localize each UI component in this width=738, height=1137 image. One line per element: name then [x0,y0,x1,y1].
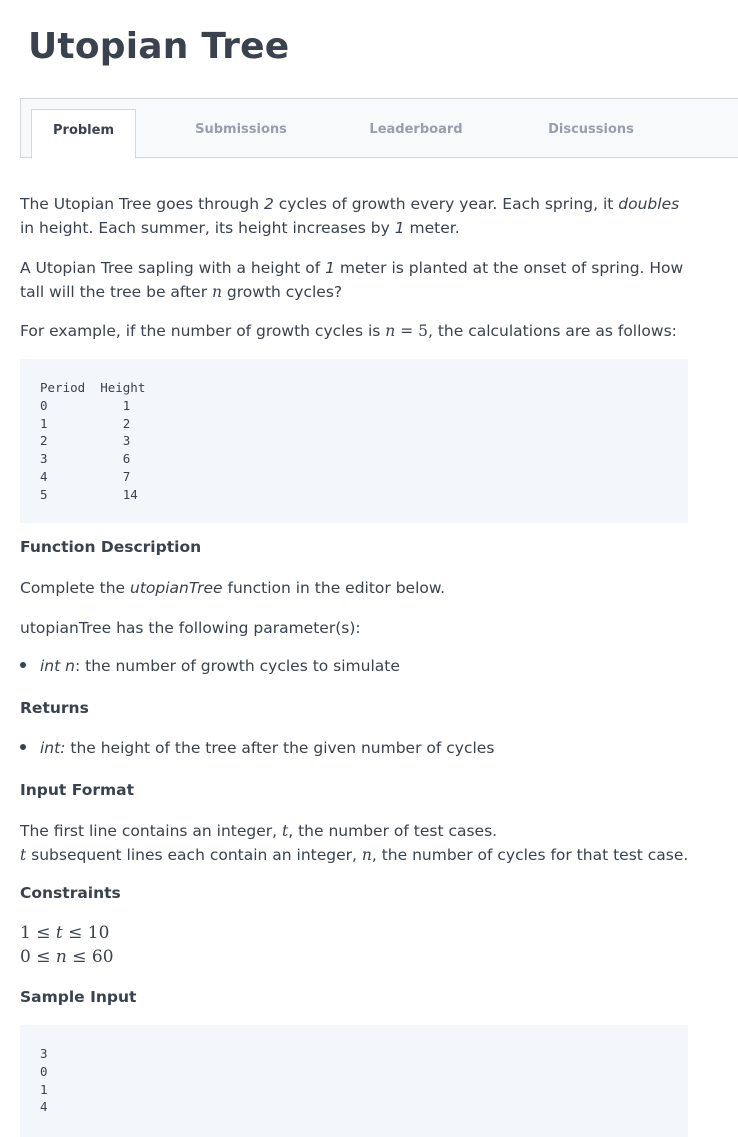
text: The first line contains an integer, [20,822,283,840]
parameters-intro: utopianTree has the following parameter(s): [20,619,361,637]
text: 1 [325,259,335,277]
math-var: n [361,846,372,864]
text: , the calculations are as follows: [427,322,677,340]
text: in height. Each summer, its height increases by [20,219,395,237]
input-format-line-1 [20,819,497,843]
intro-paragraph-1 [20,192,680,240]
text: ≤ 10 [62,923,110,943]
returns-list-item [20,736,494,760]
math-expr: = 5 [395,322,428,340]
math-var: n [55,947,67,967]
param-desc: : the number of growth cycles to simulate [74,657,400,675]
text: 0 ≤ [20,947,56,967]
tab-problem[interactable]: Problem [31,109,136,159]
input-format-heading: Input Format [20,781,135,799]
sample-input-code: 3 0 1 4 [40,1046,48,1115]
text: meter is planted at the onset of spring. How tall will the tree be after [20,259,684,301]
tab-bar [20,98,738,158]
sample-input-heading: Sample Input [20,988,137,1006]
text: 1 [394,219,405,237]
function-description-heading: Function Description [20,538,202,556]
text: The Utopian Tree goes through [20,195,264,213]
text: meter. [404,219,460,237]
constraint-n [20,945,114,969]
intro-paragraph-3 [20,319,688,343]
parameter-list-item [20,654,400,678]
text: cycles of growth every year. Each spring, it [273,195,619,213]
text: ≤ 60 [66,947,114,967]
example-table-block [20,359,688,523]
return-desc: the height of the tree after the given number of cycles [65,739,495,757]
math-var: n [385,322,396,340]
bullet-icon [20,662,26,668]
text: 2 [263,195,274,213]
param-type: int n [40,657,75,675]
text: For example, if the number of growth cycles is [20,322,386,340]
text: 1 ≤ [20,923,56,943]
math-var: t [20,846,27,864]
page-title: Utopian Tree [28,26,290,67]
text: doubles [618,195,680,213]
tab-leaderboard[interactable]: Leaderboard [369,122,463,137]
text: , the number of cycles for that test case. [371,846,689,864]
text: A Utopian Tree sapling with a height of [20,259,326,277]
constraint-t [20,921,109,945]
math-var: n [212,283,222,301]
constraints-heading: Constraints [20,884,121,902]
tab-discussions[interactable]: Discussions [548,122,634,137]
math-var: t [282,822,289,840]
text: growth cycles? [222,283,343,301]
intro-paragraph-2 [20,256,688,304]
tab-submissions[interactable]: Submissions [195,122,287,137]
return-type: int: [40,739,66,757]
text: subsequent lines each contain an integer, [26,846,362,864]
returns-heading: Returns [20,699,89,717]
math-var: t [55,923,63,943]
example-table: Period Height 0 1 1 2 2 3 3 6 4 7 5 14 [40,380,146,502]
bullet-icon [20,744,26,750]
function-name: utopianTree [130,579,223,597]
function-complete-text [20,576,445,600]
text: function in the editor below. [222,579,446,597]
text: , the number of test cases. [288,822,498,840]
input-format-line-2 [20,843,688,867]
text: Complete the [20,579,130,597]
sample-input-block [20,1025,688,1137]
